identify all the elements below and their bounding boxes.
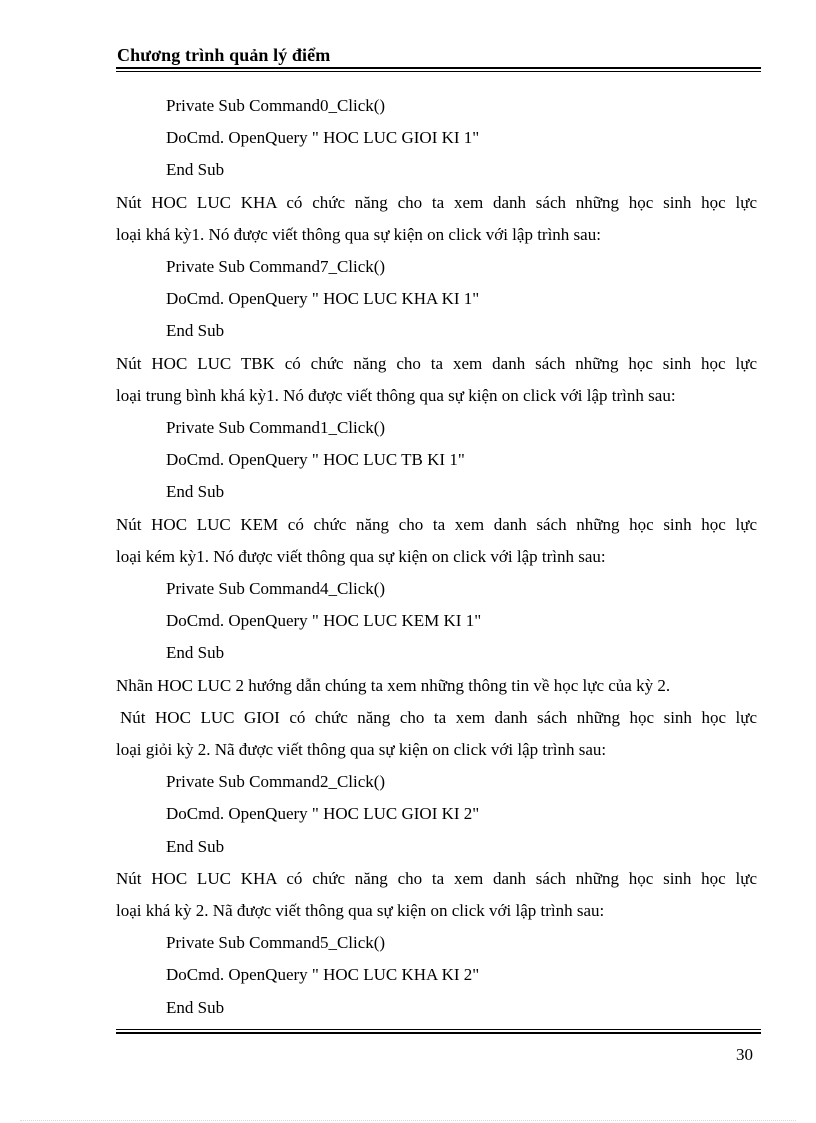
paragraph-line: Nút HOC LUC KHA có chức năng cho ta xem danh sách những học sinh học lực <box>116 869 757 888</box>
paragraph-line: loại trung bình khá kỳ1. Nó được viết thông qua sự kiện on click với lập trình sau: <box>116 386 676 405</box>
code-line: DoCmd. OpenQuery " HOC LUC GIOI KI 1" <box>166 128 480 147</box>
code-line: DoCmd. OpenQuery " HOC LUC KHA KI 1" <box>166 289 480 308</box>
paragraph-line: Nút HOC LUC KEM có chức năng cho ta xem danh sách những học sinh học lực <box>116 515 757 534</box>
paragraph-line: loại khá kỳ1. Nó được viết thông qua sự kiện on click với lập trình sau: <box>116 225 601 244</box>
header-rule-thick <box>116 67 761 69</box>
paragraph-line: loại kém kỳ1. Nó được viết thông qua sự kiện on click với lập trình sau: <box>116 547 606 566</box>
code-line: Private Sub Command2_Click() <box>166 772 386 791</box>
code-line: End Sub <box>166 160 225 179</box>
code-line: End Sub <box>166 321 225 340</box>
code-line: Private Sub Command1_Click() <box>166 418 386 437</box>
code-line: Private Sub Command0_Click() <box>166 96 386 115</box>
code-line: Private Sub Command7_Click() <box>166 257 386 276</box>
page-number: 30 <box>736 1045 753 1064</box>
code-line: End Sub <box>166 837 225 856</box>
page-header-title: Chương trình quản lý điểm <box>117 45 331 65</box>
footer-rule-thin <box>116 1029 761 1030</box>
paragraph-line: Nhãn HOC LUC 2 hướng dẫn chúng ta xem những thông tin về học lực của kỳ 2. <box>116 676 671 695</box>
code-line: DoCmd. OpenQuery " HOC LUC KHA KI 2" <box>166 965 480 984</box>
code-line: Private Sub Command5_Click() <box>166 933 386 952</box>
code-line: DoCmd. OpenQuery " HOC LUC TB KI 1" <box>166 450 465 469</box>
code-line: DoCmd. OpenQuery " HOC LUC KEM KI 1" <box>166 611 482 630</box>
header-rule-thin <box>116 71 761 72</box>
code-line: End Sub <box>166 482 225 501</box>
code-line: DoCmd. OpenQuery " HOC LUC GIOI KI 2" <box>166 804 480 823</box>
paragraph-line: Nút HOC LUC GIOI có chức năng cho ta xem danh sách những học sinh học lực <box>120 708 757 727</box>
paragraph-line: loại khá kỳ 2. Nã được viết thông qua sự kiện on click với lập trình sau: <box>116 901 605 920</box>
code-line: Private Sub Command4_Click() <box>166 579 386 598</box>
page-bottom-dotted-border <box>20 1120 796 1122</box>
paragraph-line: loại giỏi kỳ 2. Nã được viết thông qua sự kiện on click với lập trình sau: <box>116 740 607 759</box>
footer-rule-thick <box>116 1032 761 1034</box>
code-line: End Sub <box>166 998 225 1017</box>
paragraph-line: Nút HOC LUC KHA có chức năng cho ta xem danh sách những học sinh học lực <box>116 193 757 212</box>
paragraph-line: Nút HOC LUC TBK có chức năng cho ta xem danh sách những học sinh học lực <box>116 354 757 373</box>
code-line: End Sub <box>166 643 225 662</box>
